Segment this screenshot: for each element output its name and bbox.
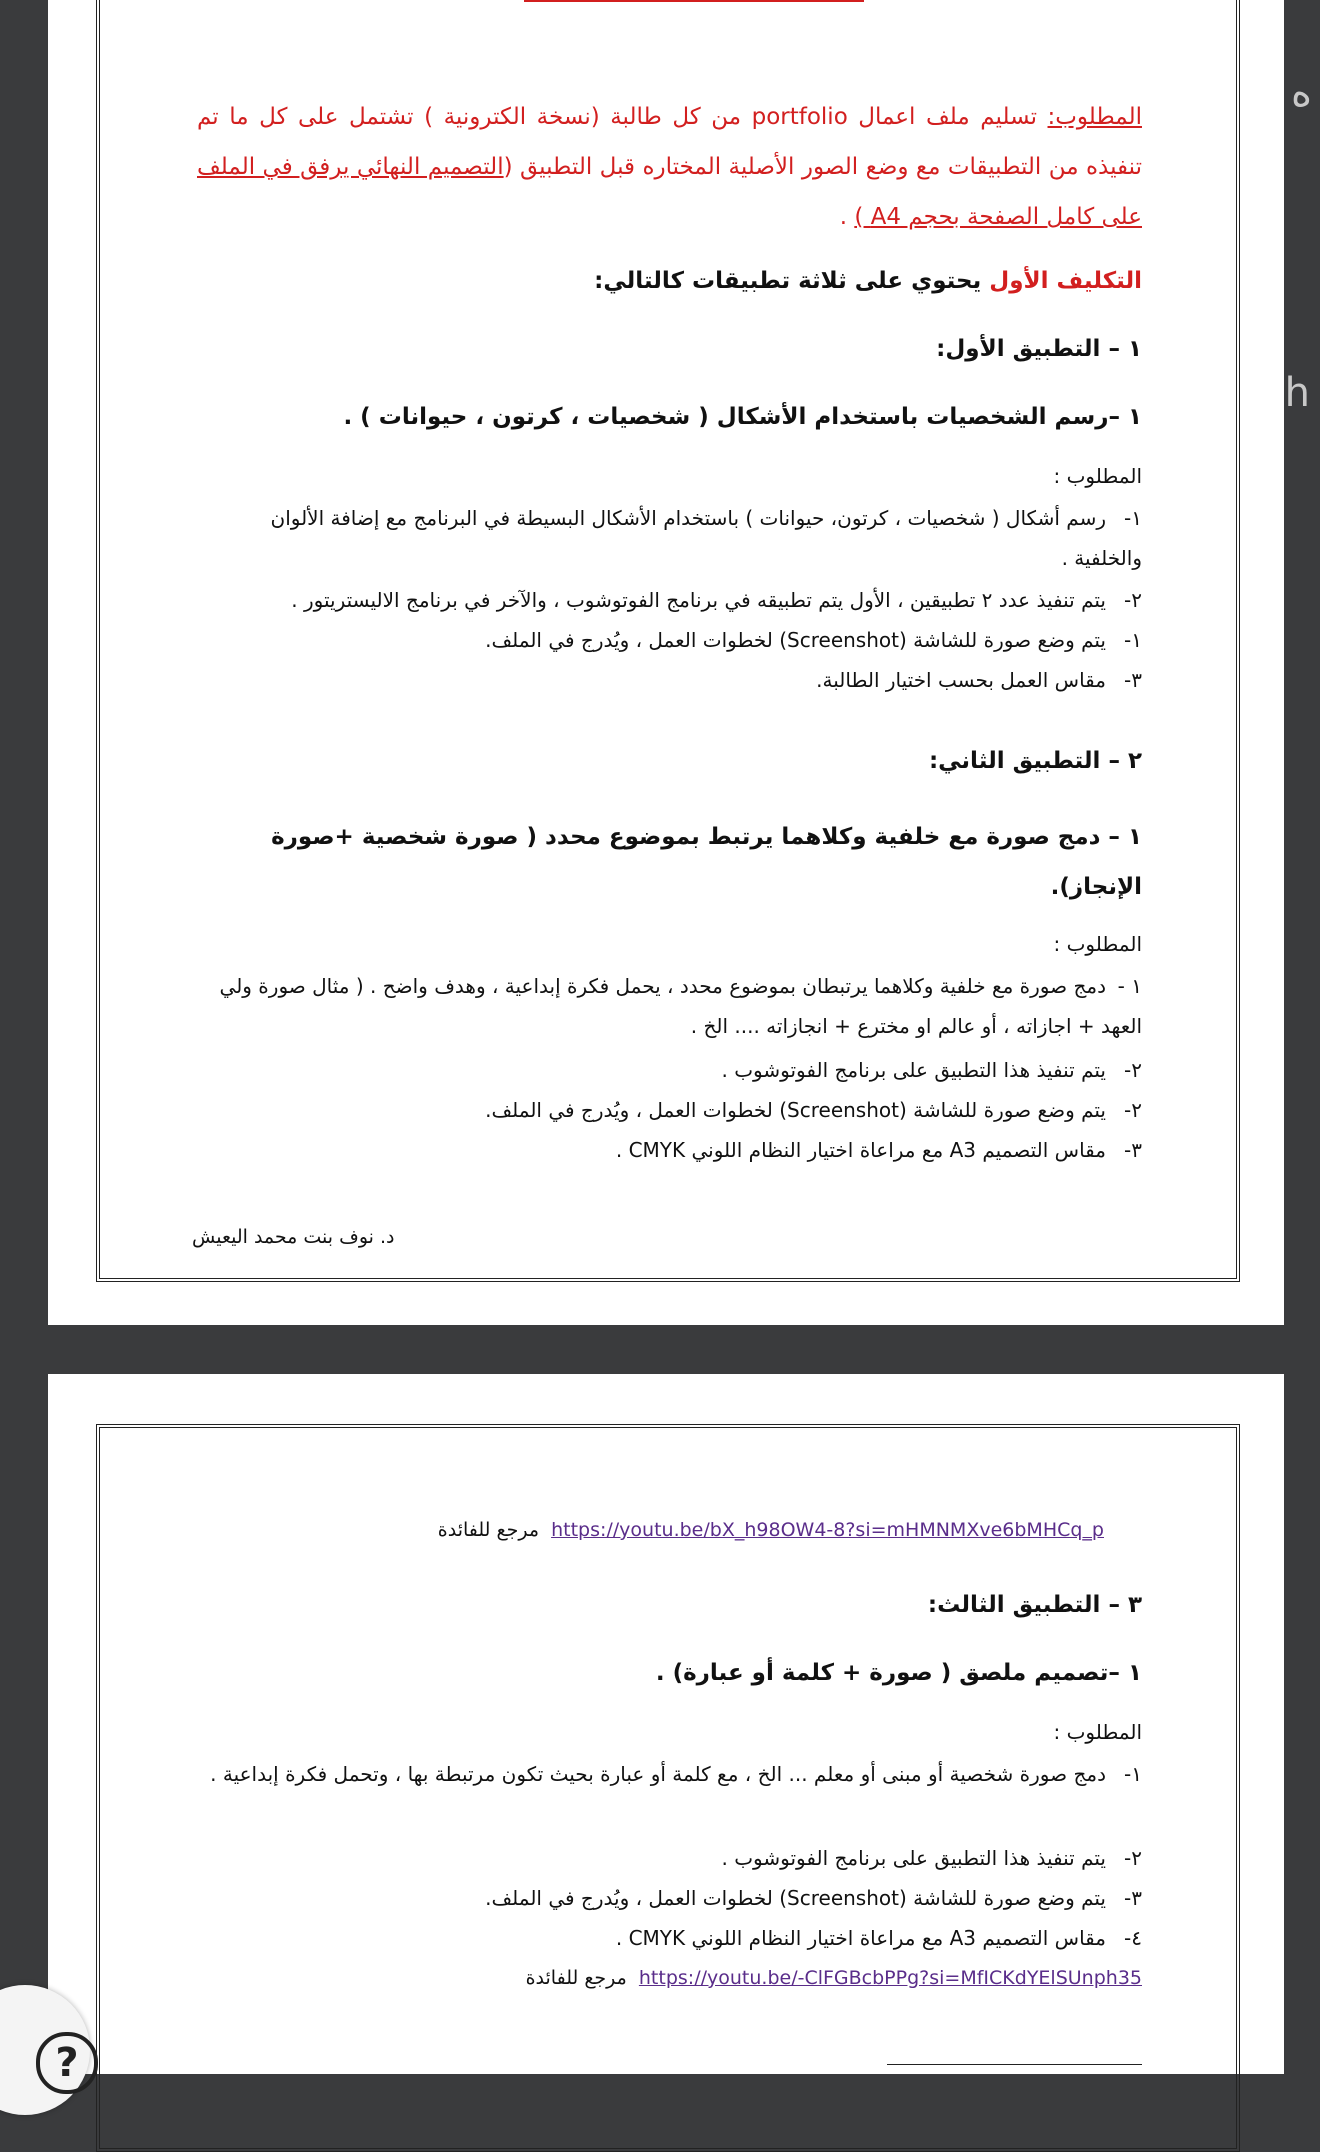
item-number: ١-: [1124, 506, 1142, 530]
list-item: [485, 1878, 1142, 1918]
reference-line-1: [438, 1510, 1104, 1550]
item-text: رسم أشكال ( شخصيات ، كرتون، حيوانات ) باستخدام الأشكال البسيطة في البرنامج مع إضافة الألوان والخلفية .: [270, 506, 1142, 570]
item-number: ٣-: [1124, 1138, 1142, 1162]
assignment-label: التكليف الأول: [989, 268, 1142, 294]
app3-heading: ٣ – التطبيق الثالث:: [927, 1592, 1142, 1618]
document-page-2: [48, 1374, 1284, 2074]
assignment-heading: [594, 268, 1142, 294]
item-number: ٤-: [1124, 1926, 1142, 1950]
app1-required-label: المطلوب :: [1053, 464, 1142, 488]
list-item: [197, 1754, 1142, 1794]
item-text: يتم تنفيذ هذا التطبيق على برنامج الفوتوشوب .: [721, 1846, 1106, 1870]
item-text: مقاس التصميم A3 مع مراعاة اختيار النظام اللوني CMYK .: [615, 1138, 1106, 1162]
item-text: يتم وضع صورة للشاشة (Screenshot) لخطوات العمل ، ويُدرج في الملف.: [485, 628, 1106, 652]
background-glyph: h: [1284, 370, 1310, 416]
app2-subheading: ١ – دمج صورة مع خلفية وكلاهما يرتبط بموضوع محدد ( صورة شخصية +صورة الإنجاز).: [271, 824, 1142, 900]
list-item: [197, 498, 1142, 578]
item-number: ١-: [1124, 1762, 1142, 1786]
app3-subheading: ١ –تصميم ملصق ( صورة + كلمة أو عبارة) .: [655, 1660, 1142, 1686]
item-text: يتم وضع صورة للشاشة (Screenshot) لخطوات العمل ، ويُدرج في الملف.: [485, 1098, 1106, 1122]
requirement-text: تسليم ملف اعمال portfolio من كل طالبة (نسخة الكترونية ) تشتمل على كل ما تم تنفيذه من التطبيقات مع وضع الصور الأصلية المختاره قبل التطبيق (: [197, 104, 1142, 180]
item-text: دمج صورة مع خلفية وكلاهما يرتبطان بموضوع محدد ، يحمل فكرة إبداعية ، وهدف واضح . ( مثال صورة ولي العهد + اجازاته ، أو عالم او مخترع + انجازاته .... الخ .: [219, 974, 1142, 1038]
top-cut-line: [524, 0, 864, 2]
reference-link-2[interactable]: https://youtu.be/-ClFGBcbPPg?si=MfICKdYElSUnph35: [638, 1967, 1142, 1989]
item-number: ١-: [1124, 628, 1142, 652]
help-icon[interactable]: ?: [36, 2032, 98, 2094]
item-text: مقاس العمل بحسب اختيار الطالبة.: [816, 668, 1106, 692]
reference-label-1: مرجع للفائدة: [437, 1519, 540, 1541]
list-item: [197, 966, 1142, 1046]
app2-required-label: المطلوب :: [1053, 932, 1142, 956]
list-item: [816, 660, 1142, 700]
reference-label-2: مرجع للفائدة: [525, 1967, 627, 1989]
item-number: ٢-: [1124, 588, 1142, 612]
list-item: [291, 580, 1142, 620]
list-item: [616, 1918, 1142, 1958]
item-number: ٣-: [1124, 1886, 1142, 1910]
item-text: يتم تنفيذ هذا التطبيق على برنامج الفوتوشوب .: [721, 1058, 1106, 1082]
bottom-rule: [887, 2064, 1142, 2065]
requirement-paragraph: [197, 92, 1142, 242]
item-number: ٣-: [1124, 668, 1142, 692]
signature: د. نوف بنت محمد اليعيش: [192, 1226, 395, 1248]
requirement-label: المطلوب:: [1047, 104, 1142, 130]
list-item: [722, 1838, 1143, 1878]
list-item: [616, 1130, 1142, 1170]
app3-required-label: المطلوب :: [1053, 1720, 1142, 1744]
item-text: دمج صورة شخصية أو مبنى أو معلم ... الخ ، مع كلمة أو عبارة بحيث تكون مرتبطة بها ، وتحمل فكرة إبداعية .: [210, 1762, 1106, 1786]
item-number: ٢-: [1124, 1058, 1142, 1082]
item-text: يتم تنفيذ عدد ٢ تطبيقين ، الأول يتم تطبيقه في برنامج الفوتوشوب ، والآخر في برنامج الاليستريتور .: [291, 588, 1106, 612]
assignment-text: يحتوي على ثلاثة تطبيقات كالتالي:: [594, 268, 990, 294]
app1-heading: ١ – التطبيق الأول:: [936, 336, 1142, 362]
list-item: [722, 1050, 1143, 1090]
item-text: مقاس التصميم A3 مع مراعاة اختيار النظام اللوني CMYK .: [615, 1926, 1106, 1950]
background-glyph: ه: [1291, 70, 1312, 116]
document-page-1: [48, 0, 1284, 1325]
item-text: يتم وضع صورة للشاشة (Screenshot) لخطوات العمل ، ويُدرج في الملف.: [485, 1886, 1106, 1910]
item-number: ٢-: [1124, 1098, 1142, 1122]
reference-link-1[interactable]: https://youtu.be/bX_h98OW4-8?si=mHMNMXve6bMHCq_p: [551, 1519, 1104, 1541]
reference-line-2: [526, 1958, 1142, 1998]
item-number: ١ -: [1117, 974, 1142, 998]
list-item: [485, 620, 1142, 660]
requirement-underlined: التصميم النهائي يرفق في الملف على كامل الصفحة بحجم A4 ): [197, 154, 1142, 230]
app1-subheading: ١ –رسم الشخصيات باستخدام الأشكال ( شخصيات ، كرتون ، حيوانات ) .: [343, 404, 1142, 430]
item-number: ٢-: [1124, 1846, 1142, 1870]
requirement-end: .: [839, 204, 855, 230]
list-item: [485, 1090, 1142, 1130]
app2-heading: ٢ – التطبيق الثاني:: [928, 748, 1142, 774]
